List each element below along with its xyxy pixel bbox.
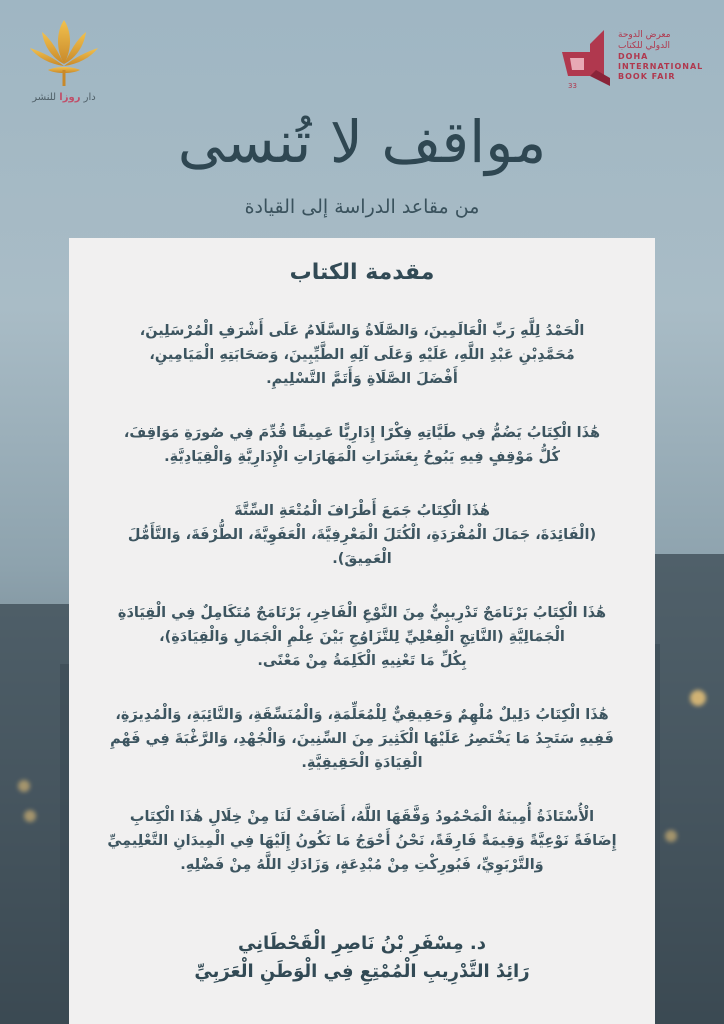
fair-english-line1: DOHA xyxy=(618,52,649,61)
fair-badge: 33 xyxy=(568,82,577,90)
book-subtitle: من مقاعد الدراسة إلى القيادة xyxy=(244,196,480,218)
paragraph-line: الْجَمَالِيَّةِ (النَّاتِجِ الْفِعْلِيِّ لِلتَّزَاوُجِ بَيْنَ عِلْمِ الْجَمَالِ وَالْقِيَادَةِ)، xyxy=(159,629,565,645)
paragraph xyxy=(101,499,623,571)
paragraph xyxy=(101,319,623,391)
fair-arabic-line1: معرض الدوحة xyxy=(618,30,671,40)
signature-name: د. مِسْفَرِ بْنُ نَاصِرِ الْقَحْطَانِي xyxy=(238,933,486,954)
book-title: مواقف لا تُنسى xyxy=(177,108,547,176)
book-fair-mark-icon xyxy=(560,26,612,90)
doha-book-fair-logo xyxy=(560,26,710,96)
paragraph-line: فَفِيهِ سَتَجِدُ مَا يَخْتَصِرُ عَلَيْهَا الْكَثِيرَ مِنَ السِّنِينَ، وَالْجُهْدِ، وَالرَّغْبَةَ فِي فَهْمِ xyxy=(110,731,614,747)
paragraph-line: الْأُسْتَاذَةُ أُمِينَةُ الْمَحْمُودُ وَفَّقَهَا اللَّهُ، أَضَافَتْ لَنَا مِنْ خِلَالِ هَٰذَا الْكِتَابِ xyxy=(129,809,595,825)
paragraph-line: إِضَافَةً نَوْعِيَّةً وَقِيمَةً فَارِقَةً، نَحْنُ أَحْوَجُ مَا نَكُونُ إِلَيْهَا فِي الْمِيدَانِ التَّعْلِيمِيِّ xyxy=(107,833,617,849)
paragraph xyxy=(101,805,623,877)
paragraph-line: هَٰذَا الْكِتَابُ جَمَعَ أَطْرَافَ الْمُتْعَةِ السِّتَّةَ xyxy=(234,503,490,519)
lotus-icon xyxy=(28,14,100,86)
paragraph-line: بِكُلِّ مَا تَعْنِيهِ الْكَلِمَةُ مِنْ مَعْنًى. xyxy=(257,653,467,669)
publisher-name: دار روزا للنشر xyxy=(32,92,96,103)
paragraph xyxy=(101,703,623,775)
fair-english-line3: BOOK FAIR xyxy=(618,72,676,81)
paragraph-line: الْحَمْدُ لِلَّهِ رَبِّ الْعَالَمِينَ، وَالصَّلَاةُ وَالسَّلَامُ عَلَى أَشْرَفِ الْمُرْسَلِينَ، xyxy=(139,323,585,339)
paragraph-line: هَٰذَا الْكِتَابُ بَرْنَامَجٌ تَدْرِيبِيٌّ مِنَ النَّوْعِ الْفَاخِرِ، بَرْنَامَجٌ مُتَكَامِلٌ فِي الْقِيَادَةِ xyxy=(117,605,607,621)
card-heading: مقدمة الكتاب xyxy=(289,260,435,285)
paragraph-line: (الْفَائِدَةَ، جَمَالَ الْمُفْرَدَةِ، الْكُتَلَ الْمَعْرِفِيَّةَ، الْعَفَوِيَّةَ، الطُّرْفَةَ، وَالتَّأَمُّلَ xyxy=(127,527,597,543)
paragraph xyxy=(101,601,623,673)
paragraph-line: مُحَمَّدِبْنِ عَبْدِ اللَّهِ، عَلَيْهِ وَعَلَى آلِهِ الطَّيِّبِينَ، وَصَحَابَتِهِ الْمَيَامِينِ، xyxy=(149,347,575,363)
introduction-card xyxy=(69,238,655,1024)
paragraph-line: كُلُّ مَوْقِفٍ فِيهِ يَبُوحُ بِعَشَرَاتِ الْمَهَارَاتِ الْإِدَارِيَّةِ وَالْقِيَادِيَّةِ. xyxy=(164,449,560,465)
fair-arabic-line2: الدولي للكتاب xyxy=(618,41,671,51)
paragraph xyxy=(101,421,623,469)
paragraph-line: هَٰذَا الْكِتَابُ يَضُمُّ فِي طَيَّاتِهِ فِكْرًا إِدَارِيًّا عَمِيقًا قُدِّمَ فِي صُورَةِ مَوَاقِفَ، xyxy=(123,425,601,441)
paragraph-line: هَٰذَا الْكِتَابُ دَلِيلٌ مُلْهِمٌ وَحَقِيقِيٌّ لِلْمُعَلِّمَةِ، وَالْمُنَسِّقَةِ، وَالنَّائِبَةِ، وَالْمُدِيرَةِ، xyxy=(115,707,609,723)
author-signature xyxy=(69,930,655,986)
publisher-logo xyxy=(14,14,114,103)
fair-english-line2: INTERNATIONAL xyxy=(618,62,704,71)
signature-title: رَائِدُ التَّدْرِيبِ الْمُمْتِعِ فِي الْوَطَنِ الْعَرَبِيِّ xyxy=(194,961,530,982)
paragraph-line: الْقِيَادَةِ الْحَقِيقِيَّةِ. xyxy=(301,755,423,771)
paragraph-line: أَفْضَلَ الصَّلَاةِ وَأَتَمَّ التَّسْلِيمِ. xyxy=(266,371,458,387)
paragraph-line: الْعَمِيقَ). xyxy=(332,551,392,567)
paragraph-line: وَالتَّرْبَوِيِّ، فَبُورِكْتِ مِنْ مُبْدِعَةٍ، وَزَادَكِ اللَّهُ مِنْ فَضْلِهِ. xyxy=(180,857,544,873)
